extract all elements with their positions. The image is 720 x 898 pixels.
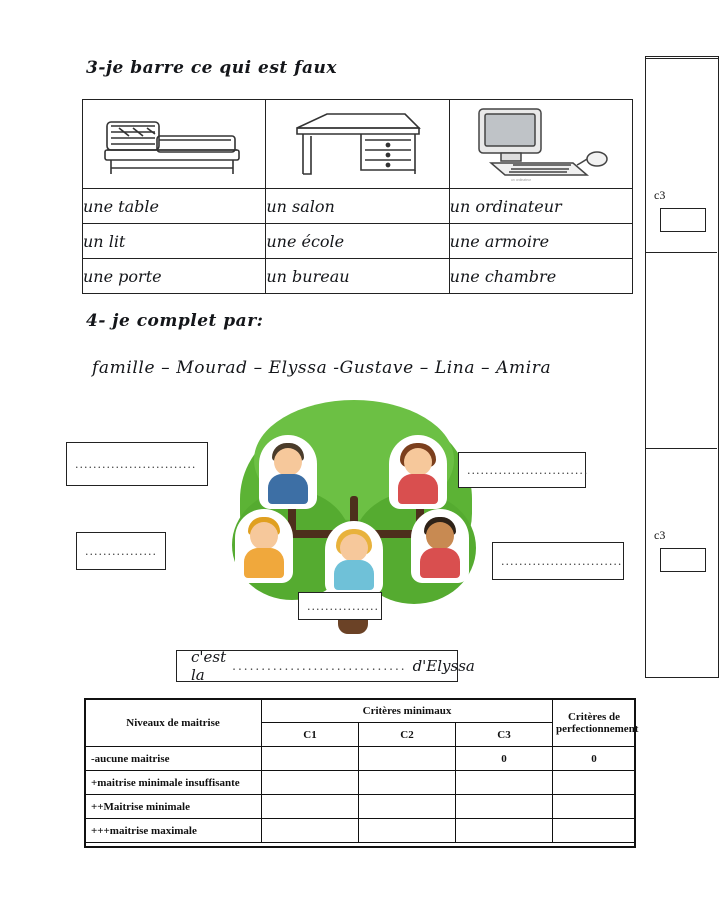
table-row (85, 747, 636, 771)
grid-cell-2-2[interactable] (456, 795, 553, 819)
desk-icon (287, 102, 427, 182)
computer-icon (461, 101, 621, 183)
table-row (85, 795, 636, 819)
competency-side-column (645, 56, 719, 678)
answer-box-left[interactable]: ................ (76, 532, 166, 570)
exercise-4-title: 4- je complet par: (86, 311, 264, 331)
word-salon[interactable]: un salon (266, 189, 449, 224)
side-label-c3-2: c3 (654, 528, 666, 542)
grid-criterion-c2: C2 (359, 723, 456, 747)
bed-icon (99, 102, 249, 182)
sentence-prefix: c'est la (191, 648, 227, 684)
exercise-3-title: 3-je barre ce qui est faux (86, 58, 338, 78)
cell-image-computer (449, 100, 632, 189)
grid-cell-2-3[interactable] (553, 795, 636, 819)
word-table[interactable]: une table (83, 189, 266, 224)
table-row (85, 819, 636, 843)
word-bank: famille – Mourad – Elyssa -Gustave – Lina – Amira (92, 358, 552, 378)
grid-cell-1-0[interactable] (262, 771, 359, 795)
assessment-grid (84, 698, 639, 843)
grid-cell-3-2[interactable] (456, 819, 553, 843)
grid-cell-1-2[interactable] (456, 771, 553, 795)
word-chambre[interactable]: une chambre (449, 259, 632, 294)
cell-image-bed (83, 100, 266, 189)
grid-cell-3-3[interactable] (553, 819, 636, 843)
portrait-boy (236, 510, 292, 582)
word-armoire[interactable]: une armoire (449, 224, 632, 259)
word-lit[interactable]: un lit (83, 224, 266, 259)
grid-header-minimal: Critères minimaux (262, 699, 553, 723)
grid-row-label-3: +++maitrise maximale (85, 819, 262, 843)
answer-box-top-right[interactable]: ........................... (458, 452, 586, 488)
grid-cell-2-1[interactable] (359, 795, 456, 819)
word-ordinateur[interactable]: un ordinateur (449, 189, 632, 224)
word-bureau[interactable]: un bureau (266, 259, 449, 294)
grid-cell-0-0[interactable] (262, 747, 359, 771)
answer-box-bottom[interactable]: ................ (298, 592, 382, 620)
sentence-completion[interactable] (176, 648, 475, 684)
word-ecole[interactable]: une école (266, 224, 449, 259)
portrait-girl-center (326, 522, 382, 594)
side-divider-1 (645, 252, 717, 253)
grid-cell-0-2[interactable]: 0 (456, 747, 553, 771)
answer-box-right[interactable]: ........................... (492, 542, 624, 580)
cell-image-desk (266, 100, 449, 189)
exercise-3-table (82, 99, 633, 294)
side-box-1[interactable] (660, 208, 706, 232)
grid-cell-1-1[interactable] (359, 771, 456, 795)
grid-cell-0-3[interactable]: 0 (553, 747, 636, 771)
grid-header-perfection: Critères de perfectionnement (553, 699, 636, 747)
sentence-blank[interactable]: .............................. (232, 659, 407, 673)
grid-header-levels: Niveaux de maitrise (85, 699, 262, 747)
answer-box-top-left[interactable]: ........................... (66, 442, 208, 486)
side-divider-2 (645, 448, 717, 449)
portrait-child-right (412, 510, 468, 582)
table-row (85, 771, 636, 795)
grid-cell-0-1[interactable] (359, 747, 456, 771)
side-box-2[interactable] (660, 548, 706, 572)
svg-text:un ordinateur: un ordinateur (510, 177, 531, 182)
grid-cell-1-3[interactable] (553, 771, 636, 795)
grid-row-label-0: -aucune maitrise (85, 747, 262, 771)
portrait-father (260, 436, 316, 508)
grid-criterion-c1: C1 (262, 723, 359, 747)
grid-cell-3-0[interactable] (262, 819, 359, 843)
side-label-c3-1: c3 (654, 188, 666, 202)
grid-cell-2-0[interactable] (262, 795, 359, 819)
grid-row-label-2: ++Maitrise minimale (85, 795, 262, 819)
grid-criterion-c3: C3 (456, 723, 553, 747)
sentence-suffix: d'Elyssa (412, 657, 475, 675)
grid-row-label-1: +maitrise minimale insuffisante (85, 771, 262, 795)
word-porte[interactable]: une porte (83, 259, 266, 294)
grid-cell-3-1[interactable] (359, 819, 456, 843)
portrait-mother (390, 436, 446, 508)
